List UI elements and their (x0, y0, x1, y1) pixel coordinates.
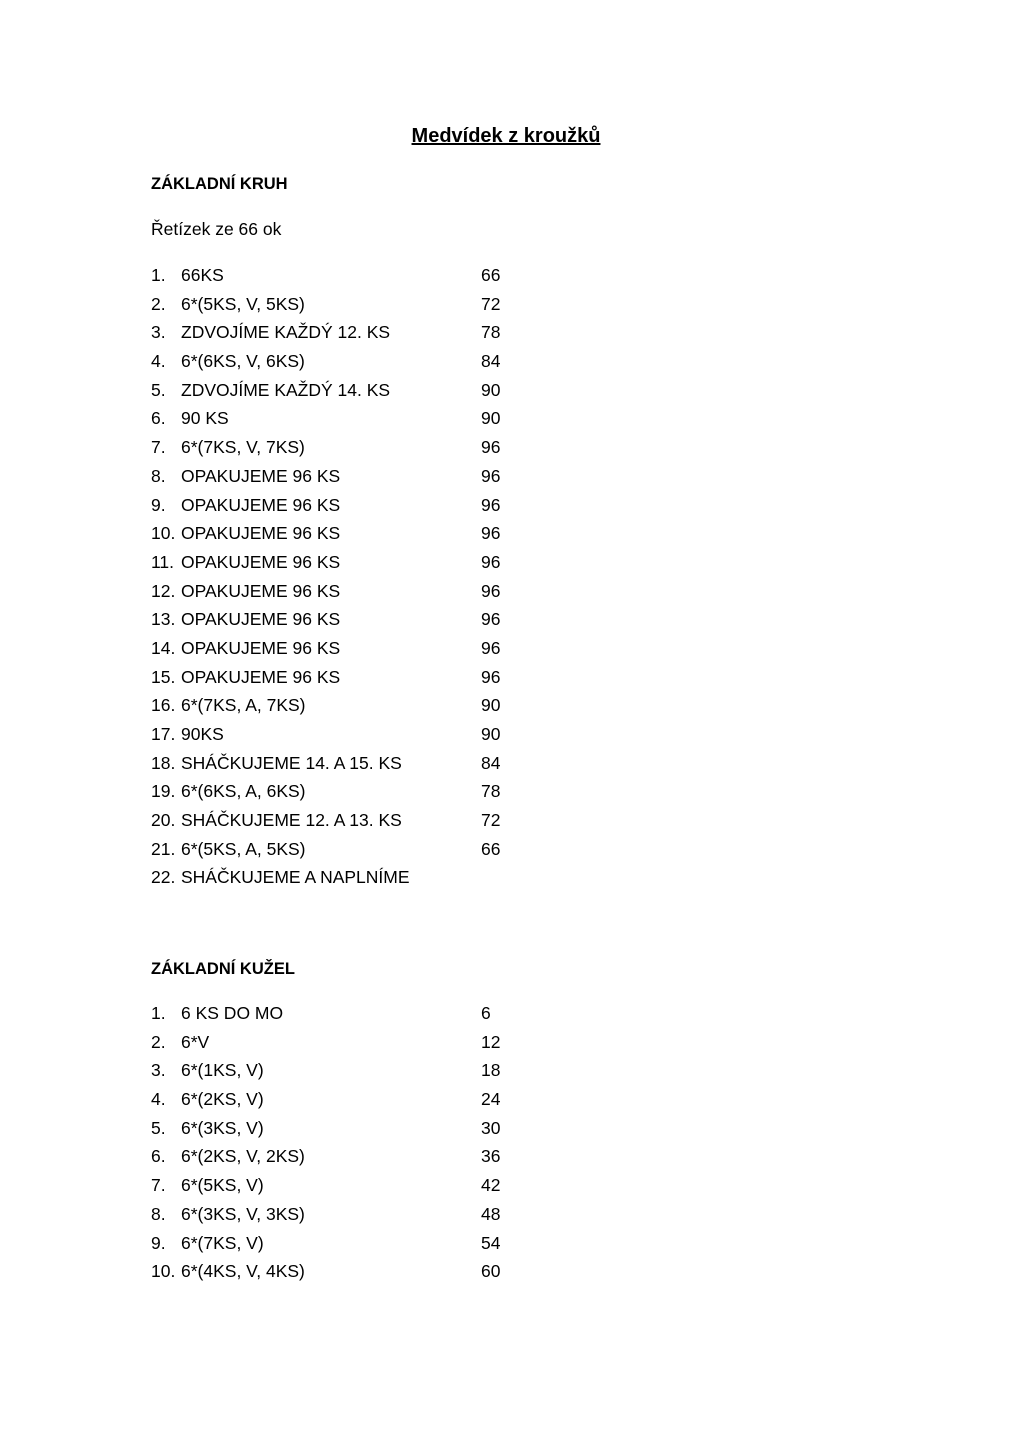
step-num: 17. (151, 724, 176, 744)
page-title: Medvídek z kroužků (411, 125, 601, 147)
step-num: 10. (151, 1261, 176, 1282)
list-item (151, 1257, 551, 1286)
list-item (151, 347, 551, 376)
step-count: 96 (481, 523, 501, 544)
step-text: 6*(5KS, V) (181, 1175, 264, 1196)
list-item (151, 663, 551, 692)
step-count: 96 (481, 637, 501, 658)
step-count: 24 (481, 1089, 501, 1110)
step-num: 14. (151, 637, 176, 658)
step-num: 12. (151, 580, 176, 601)
step-text: 6*(6KS, V, 6KS) (181, 351, 305, 372)
step-num: 3. (151, 1060, 166, 1081)
list-item (151, 433, 551, 462)
list-item (151, 835, 551, 864)
list-item (151, 691, 551, 720)
step-count: 90 (481, 408, 501, 429)
step-count: 66 (481, 265, 501, 285)
step-num: 1. (151, 1003, 166, 1023)
step-count: 96 (481, 666, 501, 687)
list-item (151, 1028, 551, 1057)
step-count: 90 (481, 695, 501, 716)
step-num: 15. (151, 666, 176, 687)
step-count: 90 (481, 379, 501, 400)
step-text: 90KS (181, 724, 224, 744)
list-item (151, 777, 551, 806)
step-text: ZDVOJÍME KAŽDÝ 12. KS (181, 322, 391, 343)
list-item (151, 720, 551, 749)
step-num: 8. (151, 465, 166, 486)
step-text: 6*(5KS, V, 5KS) (181, 293, 305, 314)
step-num: 1. (151, 265, 166, 285)
step-num: 21. (151, 838, 176, 859)
step-num: 9. (151, 494, 166, 515)
list-item (151, 749, 551, 778)
step-num: 16. (151, 695, 176, 716)
step-num: 4. (151, 351, 166, 372)
step-num: 5. (151, 379, 166, 400)
step-count: 66 (481, 838, 501, 859)
step-num: 7. (151, 437, 166, 458)
step-text: 6*(6KS, A, 6KS) (181, 781, 306, 802)
step-text: 90 KS (181, 408, 229, 429)
list-item (151, 1056, 551, 1085)
step-num: 11. (151, 551, 175, 572)
list-item (151, 806, 551, 835)
section-heading-kruh: ZÁKLADNÍ KRUH (151, 175, 288, 193)
list-item (151, 1085, 551, 1114)
step-text: 6*(3KS, V, 3KS) (181, 1203, 305, 1224)
step-count: 18 (481, 1060, 501, 1081)
step-count: 96 (481, 551, 501, 572)
list-item (151, 519, 551, 548)
step-count: 96 (481, 609, 501, 630)
step-count: 48 (481, 1203, 501, 1224)
step-count: 72 (481, 810, 501, 831)
step-text: 6*(3KS, V) (181, 1117, 264, 1138)
step-num: 3. (151, 322, 166, 343)
step-text: 6*(4KS, V, 4KS) (181, 1261, 305, 1282)
list-item (151, 1229, 551, 1258)
step-count: 96 (481, 494, 501, 515)
step-num: 2. (151, 1031, 166, 1052)
intro-text: Řetízek ze 66 ok (151, 219, 282, 239)
step-num: 8. (151, 1203, 166, 1224)
step-text: 6*(7KS, V, 7KS) (181, 437, 305, 458)
step-text: OPAKUJEME 96 KS (181, 551, 341, 572)
list-item (151, 999, 551, 1028)
step-num: 10. (151, 523, 176, 544)
step-num: 5. (151, 1117, 166, 1138)
step-text: 6*(2KS, V) (181, 1089, 264, 1110)
step-text: OPAKUJEME 96 KS (181, 580, 341, 601)
step-count: 72 (481, 293, 501, 314)
list-item (151, 404, 551, 433)
step-text: 6*(1KS, V) (181, 1060, 264, 1081)
step-num: 7. (151, 1175, 166, 1196)
step-text: 6*V (181, 1031, 210, 1052)
step-text: 6 KS DO MO (181, 1003, 284, 1023)
step-count: 96 (481, 580, 501, 601)
step-num: 22. (151, 867, 176, 888)
step-count: 54 (481, 1232, 501, 1253)
list-item (151, 634, 551, 663)
step-count: 60 (481, 1261, 501, 1282)
step-text: SHÁČKUJEME 14. A 15. KS (181, 752, 402, 773)
list-item (151, 462, 551, 491)
step-text: 6*(2KS, V, 2KS) (181, 1146, 305, 1167)
step-count: 96 (481, 437, 501, 458)
step-text: OPAKUJEME 96 KS (181, 494, 341, 515)
step-text: OPAKUJEME 96 KS (181, 523, 341, 544)
step-list-kuzel (151, 999, 551, 1286)
step-count: 36 (481, 1146, 501, 1167)
list-item (151, 261, 551, 290)
list-item (151, 577, 551, 606)
step-num: 6. (151, 408, 166, 429)
section-heading-kuzel: ZÁKLADNÍ KUŽEL (151, 960, 295, 978)
list-item (151, 1142, 551, 1171)
step-text: 6*(7KS, V) (181, 1232, 264, 1253)
list-item (151, 491, 551, 520)
step-num: 6. (151, 1146, 166, 1167)
step-list-kruh (151, 261, 551, 892)
list-item (151, 1200, 551, 1229)
step-num: 18. (151, 752, 176, 773)
step-num: 19. (151, 781, 176, 802)
list-item (151, 605, 551, 634)
step-text: 6*(5KS, A, 5KS) (181, 838, 306, 859)
step-count: 30 (481, 1117, 501, 1138)
step-num: 9. (151, 1232, 166, 1253)
step-text: ZDVOJÍME KAŽDÝ 14. KS (181, 379, 391, 400)
step-count: 78 (481, 322, 501, 343)
step-text: 6*(7KS, A, 7KS) (181, 695, 306, 716)
step-num: 4. (151, 1089, 166, 1110)
step-text: OPAKUJEME 96 KS (181, 609, 341, 630)
list-item (151, 548, 551, 577)
list-item (151, 1114, 551, 1143)
step-count: 78 (481, 781, 501, 802)
step-count: 96 (481, 465, 501, 486)
step-num: 20. (151, 810, 176, 831)
step-text: SHÁČKUJEME A NAPLNÍME (181, 867, 410, 888)
list-item (151, 863, 551, 892)
list-item (151, 376, 551, 405)
step-count: 6 (481, 1003, 491, 1023)
list-item (151, 290, 551, 319)
step-count: 42 (481, 1175, 501, 1196)
step-count: 84 (481, 351, 501, 372)
step-count: 90 (481, 724, 501, 744)
step-text: 66KS (181, 265, 224, 285)
step-text: SHÁČKUJEME 12. A 13. KS (181, 810, 402, 831)
step-num: 13. (151, 609, 176, 630)
step-text: OPAKUJEME 96 KS (181, 637, 341, 658)
step-text: OPAKUJEME 96 KS (181, 666, 341, 687)
step-count: 84 (481, 752, 501, 773)
list-item (151, 318, 551, 347)
step-count: 12 (481, 1031, 501, 1052)
step-text: OPAKUJEME 96 KS (181, 465, 341, 486)
list-item (151, 1171, 551, 1200)
step-num: 2. (151, 293, 166, 314)
